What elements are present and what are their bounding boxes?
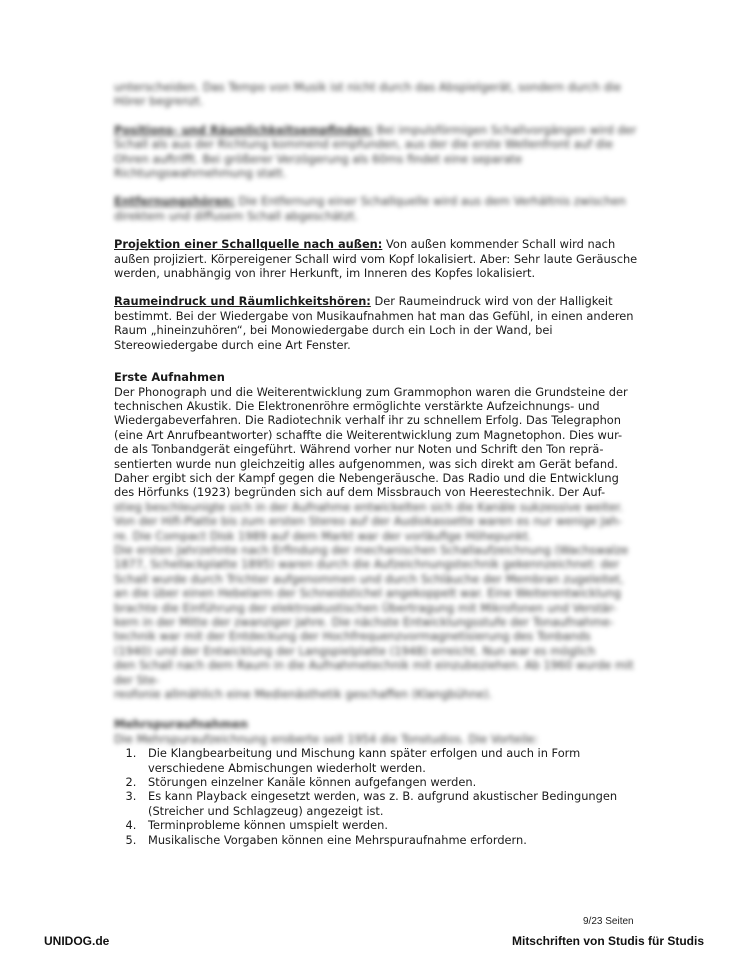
paragraph-text: Der Raumeindruck wird von der Halligkeit bestimmt. Bei der Wiedergabe von Musikaufnahmen hat man das Gefühl, in einen anderen Raum „hineinzuhören“, bei Monowiedergabe durch ein Loch in der Wand, bei Stereowiedergabe durch eine Art Fenster. [114,294,634,352]
text-line: 1877, Schellackplatte 1895) waren durch die Aufzeichnungstechnik gekennzeichnet: der [114,557,620,572]
list-item-text: Terminprobleme können umspielt werden. [148,818,388,833]
text-line: sentierten wurde nun gleichzeitig alles aufgenommen, was sich direkt am Gerät befand. [114,456,618,471]
text-line: (1940) und der Entwicklung der Langspielplatte (1948) erreicht. Nun war es möglich [114,643,596,658]
text-line: Von der Hifi-Platte bis zum ersten Stereo auf der Audiokassette waren es nur wenige Jah- [114,514,623,529]
section-title: Erste Aufnahmen [114,370,225,385]
paragraph-text: Von außen kommender Schall wird nach außen projiziert. Körpereigener Schall wird vom Kopf lokalisiert. Aber: Sehr laute Geräusche werden, unabhängig von ihrer Herkunft, im Inneren des Kopfes lokalisiert. [114,237,638,281]
text-line: (eine Art Anrufbeantworter) schaffte die Weiterentwicklung zum Magnetophon. Dies wur- [114,427,623,442]
list-item [140,818,638,832]
section-erste-aufnahmen [114,370,638,701]
text-line: kern in der Mitte der zwanziger Jahre. Die nächste Entwicklungsstufe der Tonaufnahme- [114,615,614,629]
text-line: technik war mit der Entdeckung der Hochfrequenzvormagnetisierung des Tonbands [114,629,591,644]
paragraph-positions [114,123,638,181]
paragraph-entfernung [114,194,638,223]
list-item-text: Musikalische Vorgaben können eine Mehrspuraufnahme erfordern. [148,832,527,847]
paragraph-heading: Positions- und Räumlichkeitsempfinden: [114,122,374,137]
text-line: technischen Akustik. Die Elektronenröhre ermöglichte verstärkte Aufzeichnungs- und [114,398,600,413]
paragraph-raumeindruck [114,294,638,352]
text-line: stieg beschleunigte sich in der Aufnahme entwickelten sich die Kanäle sukzessive weiter. [114,499,624,514]
text-line: des Hörfunks (1923) begründen sich auf dem Missbrauch von Heerestechnik. Der Auf- [114,485,606,500]
paragraph-heading: Projektion einer Schallquelle nach außen: [114,237,383,252]
text-line: reofonie allmählich eine Medienästhetik geschaffen (Klangbühne). [114,687,493,702]
text-line: brachte die Einführung der elektroakustischen Übertragung mit Mikrofonen und Verstär- [114,600,617,615]
paragraph-heading: Raumeindruck und Räumlichkeitshören: [114,294,371,309]
text-line: Wiedergabeverfahren. Die Radiotechnik verhalf ihr zu schnellem Erfolg. Das Telegraphon [114,413,621,428]
text-line: Der Phonograph und die Weiterentwicklung zum Grammophon waren die Grundsteine der [114,384,628,399]
list-item [140,833,638,847]
list-item-text: Die Klangbearbeitung und Mischung kann später erfolgen und auch in Form verschiedene Abmischungen wiederholt werden. [148,746,581,775]
paragraph-projektion [114,237,638,280]
text-line: den Schall nach dem Raum in die Aufnahmetechnik mit einzubeziehen. Ab 1960 wurde mit der Ste- [114,658,634,687]
paragraph-text: Bei impulsförmigen Schallvorgängen wird der Schall als aus der Richtung kommend empfunden, aus der die erste Wellenfront auf die Ohren auftrifft. Bei größerer Verzögerung als 60ms findet eine separate Richtungswahrnehmung statt. [114,122,637,181]
list-item-text: Störungen einzelner Kanäle können aufgefangen werden. [148,775,477,790]
footer-site-name[interactable]: UNIDOG.de [44,934,110,948]
list-item-text: Es kann Playback eingesetzt werden, was z. B. aufgrund akustischer Bedingungen (Streicher und Schlagzeug) angezeigt ist. [148,789,618,818]
section-title: Mehrspuraufnahmen [114,717,248,732]
advantages-list [114,746,638,847]
list-item [140,746,638,775]
text-line: Daher ergibt sich der Kampf gegen die Nebengeräusche. Das Radio und die Entwicklung [114,470,619,485]
text-line: an die über einen Hebelarm der Schneidstichel angekoppelt war. Eine Weiterentwicklung [114,586,621,601]
section-intro: Die Mehrspuraufzeichnung eroberte seit 1954 die Tonstudios. Die Vorteile: [114,731,539,746]
paragraph-text: Die Entfernung einer Schallquelle wird aus dem Verhältnis zwischen direktem und diffusem Schall abgeschätzt. [114,194,626,223]
text-line: Schall wurde durch Trichter aufgenommen und durch Schläuche der Membran zugeleitet, [114,571,624,586]
paragraph-blurred-intro: unterscheiden. Das Tempo von Musik ist nicht durch das Abspielgerät, sondern durch die Hörer begrenzt. [114,80,622,109]
footer-tagline: Mitschriften von Studis für Studis [511,934,704,948]
list-item [140,789,638,818]
section-lines [114,385,638,500]
text-line: re. Die Compact Disk 1989 auf dem Markt war der vorläufige Höhepunkt. [114,528,532,543]
section-mehrspuraufnahmen [114,717,638,847]
text-line: de als Tonbandgerät eingeführt. Während vorher nur Noten und Schrift den Ton reprä- [114,442,604,457]
page-number: 9/23 Seiten [583,916,634,927]
section-lines-blurred [114,500,638,702]
text-line: Die ersten Jahrzehnte nach Erfindung der mechanischen Schallaufzeichnung (Wachswalze [114,542,629,557]
list-item [140,775,638,789]
document-body [114,80,638,847]
paragraph-heading: Entfernungshören: [114,194,235,209]
